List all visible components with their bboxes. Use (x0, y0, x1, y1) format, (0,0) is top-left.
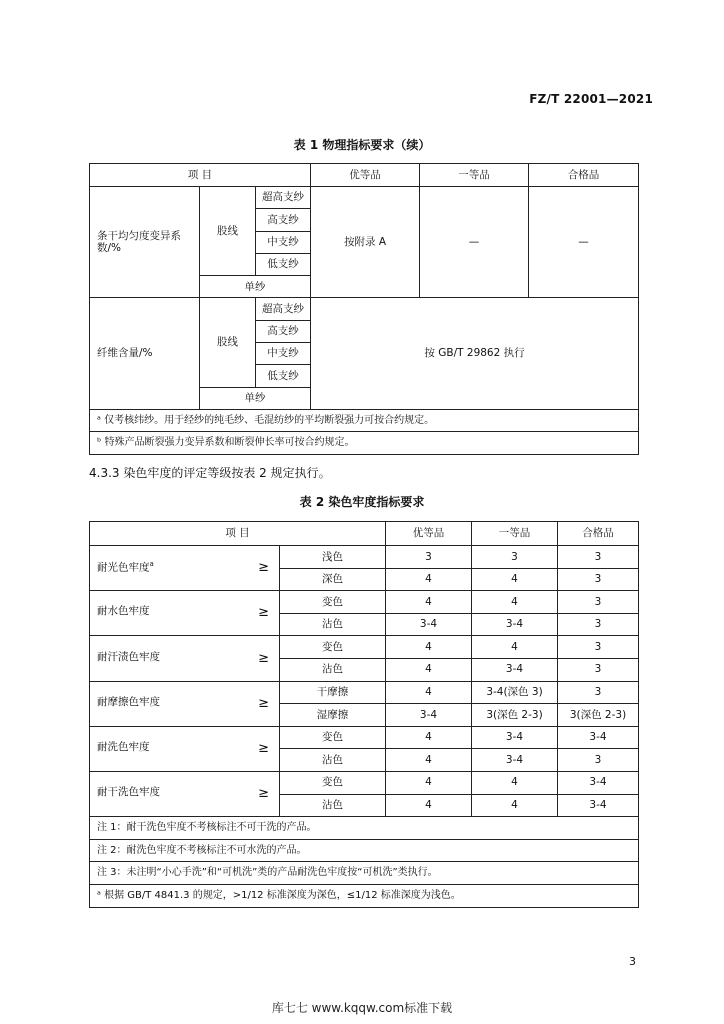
table-row (90, 546, 639, 569)
t2-value-cell: 3 (558, 658, 639, 681)
t2-value-cell: 3-4(深色 3) (472, 681, 558, 704)
t2-header-grade3: 合格品 (558, 522, 639, 546)
table-row (90, 681, 639, 704)
t2-item-text: 耐摩擦色牢度 (97, 695, 160, 708)
t2-value-cell: 3-4 (472, 726, 558, 749)
t1-ply-label: 股线 (200, 187, 256, 276)
table-row (90, 726, 639, 749)
t2-sub-label: 变色 (280, 591, 386, 614)
table-row (90, 839, 639, 862)
t2-value-cell: 3 (558, 636, 639, 659)
t2-item-label (90, 681, 280, 726)
ge-symbol: ≥ (258, 650, 269, 666)
table2-body (90, 546, 639, 817)
t2-item-text: 耐洗色牢度 (97, 741, 150, 754)
table-row (90, 636, 639, 659)
t1-evenness-v3: — (529, 187, 639, 298)
t2-item-label (90, 546, 280, 591)
t2-value-cell: 3 (558, 613, 639, 636)
t1-grade-label: 低支纱 (256, 365, 311, 387)
t2-value-cell: 4 (472, 636, 558, 659)
table-row (90, 187, 639, 209)
ge-symbol: ≥ (258, 695, 269, 711)
t2-header-item: 项 目 (90, 522, 386, 546)
t1-evenness-v2: — (420, 187, 529, 298)
table1-header-row (90, 164, 639, 187)
t2-sub-label: 沾色 (280, 613, 386, 636)
t2-value-cell: 3 (386, 546, 472, 569)
t2-value-cell: 4 (386, 568, 472, 591)
t2-value-cell: 4 (472, 568, 558, 591)
t2-sub-label: 变色 (280, 771, 386, 794)
t2-value-cell: 3 (558, 546, 639, 569)
t2-value-cell: 4 (386, 636, 472, 659)
t2-value-cell: 4 (386, 749, 472, 772)
t2-value-cell: 3-4 (558, 771, 639, 794)
t2-sub-label: 变色 (280, 636, 386, 659)
t2-value-cell: 3-4 (472, 613, 558, 636)
t2-value-cell: 4 (472, 771, 558, 794)
t2-value-cell: 3(深色 2-3) (472, 704, 558, 727)
t2-value-cell: 3-4 (472, 749, 558, 772)
t2-value-cell: 3 (558, 749, 639, 772)
t1-evenness-label: 条干均匀度变异系数/% (90, 187, 200, 298)
ge-symbol: ≥ (258, 741, 269, 757)
t2-value-cell: 4 (386, 658, 472, 681)
table2-notes (90, 817, 639, 907)
t2-value-cell: 4 (386, 591, 472, 614)
t2-note: 注 2：耐洗色牢度不考核标注不可水洗的产品。 (90, 839, 639, 862)
table-row (90, 409, 639, 431)
t1-single-label: 单纱 (200, 276, 311, 298)
t1-fiber-value: 按 GB/T 29862 执行 (311, 298, 639, 409)
page-number: 3 (629, 955, 636, 968)
t2-item-text: 耐水色牢度 (97, 605, 150, 618)
t2-value-cell: 3 (558, 591, 639, 614)
t1-grade-label: 中支纱 (256, 343, 311, 365)
t1-ply-label: 股线 (200, 298, 256, 387)
ge-symbol: ≥ (258, 605, 269, 621)
t2-item-label (90, 591, 280, 636)
t2-value-cell: 3-4 (472, 658, 558, 681)
t1-header-grade2: 一等品 (420, 164, 529, 187)
t2-value-cell: 3-4 (558, 794, 639, 817)
table-row (90, 432, 639, 454)
table1-title: 表 1 物理指标要求（续） (293, 138, 431, 152)
t1-header-grade1: 优等品 (311, 164, 420, 187)
table2-header-row (90, 522, 639, 546)
t1-grade-label: 低支纱 (256, 253, 311, 275)
t1-grade-label: 高支纱 (256, 320, 311, 342)
t1-single-label: 单纱 (200, 387, 311, 409)
table2 (89, 521, 639, 908)
t2-value-cell: 4 (386, 681, 472, 704)
t2-value-cell: 4 (472, 591, 558, 614)
t2-sub-label: 深色 (280, 568, 386, 591)
t2-item-text: 耐光色牢度 (97, 561, 150, 574)
ge-symbol: ≥ (258, 786, 269, 802)
t2-value-cell: 4 (386, 726, 472, 749)
table-row (90, 862, 639, 885)
t1-header-item: 项 目 (90, 164, 311, 187)
t1-grade-label: 超高支纱 (256, 187, 311, 209)
t2-footnote: ᵃ 根据 GB/T 4841.3 的规定，>1/12 标准深度为深色，≤1/12 标准深度为浅色。 (90, 884, 639, 907)
t2-item-text: 耐干洗色牢度 (97, 786, 160, 799)
standard-code: FZ/T 22001—2021 (529, 92, 653, 106)
table1 (89, 163, 639, 455)
table-row (90, 591, 639, 614)
section-4-3-3: 4.3.3 染色牢度的评定等级按表 2 规定执行。 (89, 466, 331, 480)
table2-title: 表 2 染色牢度指标要求 (299, 495, 425, 509)
t2-note: 注 1：耐干洗色牢度不考核标注不可干洗的产品。 (90, 817, 639, 840)
t2-value-cell: 3 (558, 568, 639, 591)
t2-item-text: 耐汗渍色牢度 (97, 650, 160, 663)
t1-header-grade3: 合格品 (529, 164, 639, 187)
footnote-marker: a (149, 560, 154, 569)
t2-value-cell: 4 (386, 794, 472, 817)
t2-value-cell: 3-4 (386, 613, 472, 636)
t2-value-cell: 4 (472, 794, 558, 817)
t2-sub-label: 浅色 (280, 546, 386, 569)
t2-value-cell: 3-4 (386, 704, 472, 727)
ge-symbol: ≥ (258, 560, 269, 576)
t2-item-label (90, 771, 280, 816)
t1-grade-label: 高支纱 (256, 209, 311, 231)
t1-footnote: ᵃ 仅考核纬纱。用于经纱的纯毛纱、毛混纺纱的平均断裂强力可按合约规定。 (90, 409, 639, 431)
t2-item-label (90, 636, 280, 681)
t2-value-cell: 3 (558, 681, 639, 704)
table-row (90, 817, 639, 840)
t2-header-grade1: 优等品 (386, 522, 472, 546)
t2-item-label (90, 726, 280, 771)
t2-value-cell: 3(深色 2-3) (558, 704, 639, 727)
t2-sub-label: 变色 (280, 726, 386, 749)
t2-value-cell: 3-4 (558, 726, 639, 749)
t2-sub-label: 沾色 (280, 658, 386, 681)
t1-fiber-label: 纤维含量/% (90, 298, 200, 409)
t2-value-cell: 3 (472, 546, 558, 569)
t2-sub-label: 沾色 (280, 794, 386, 817)
table-row (90, 771, 639, 794)
t1-grade-label: 超高支纱 (256, 298, 311, 320)
t2-note: 注 3：未注明“小心手洗”和“可机洗”类的产品耐洗色牢度按“可机洗”类执行。 (90, 862, 639, 885)
t2-value-cell: 4 (386, 771, 472, 794)
table-row (90, 298, 639, 320)
site-footer: 库七七 www.kqqw.com标准下载 (271, 1001, 453, 1015)
t1-grade-label: 中支纱 (256, 231, 311, 253)
table-row (90, 884, 639, 907)
t2-sub-label: 干摩擦 (280, 681, 386, 704)
t2-header-grade2: 一等品 (472, 522, 558, 546)
t2-sub-label: 沾色 (280, 749, 386, 772)
t1-footnote: ᵇ 特殊产品断裂强力变异系数和断裂伸长率可按合约规定。 (90, 432, 639, 454)
t1-evenness-v1: 按附录 A (311, 187, 420, 298)
t2-sub-label: 湿摩擦 (280, 704, 386, 727)
